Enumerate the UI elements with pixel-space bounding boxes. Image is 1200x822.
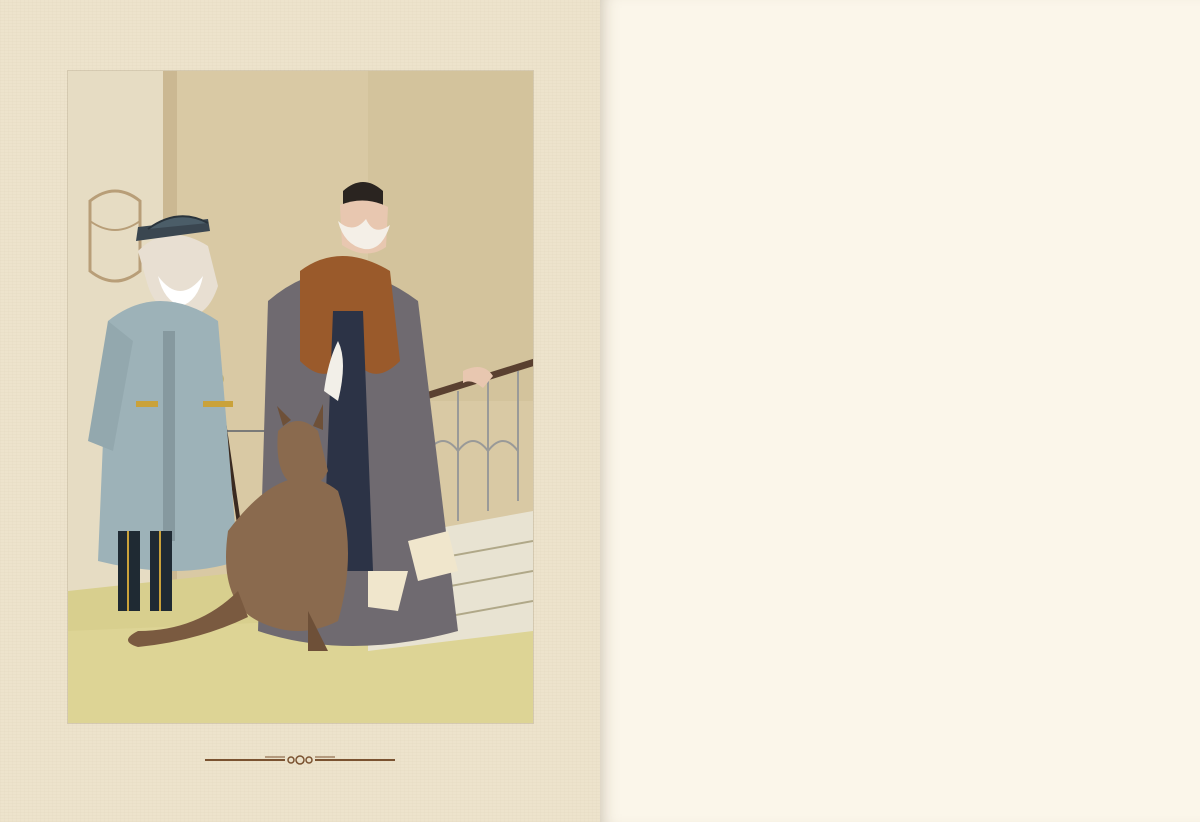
right-page (600, 0, 1200, 822)
illustration (67, 70, 534, 724)
illustration-painting (68, 71, 533, 723)
decorative-divider-icon (205, 749, 395, 771)
